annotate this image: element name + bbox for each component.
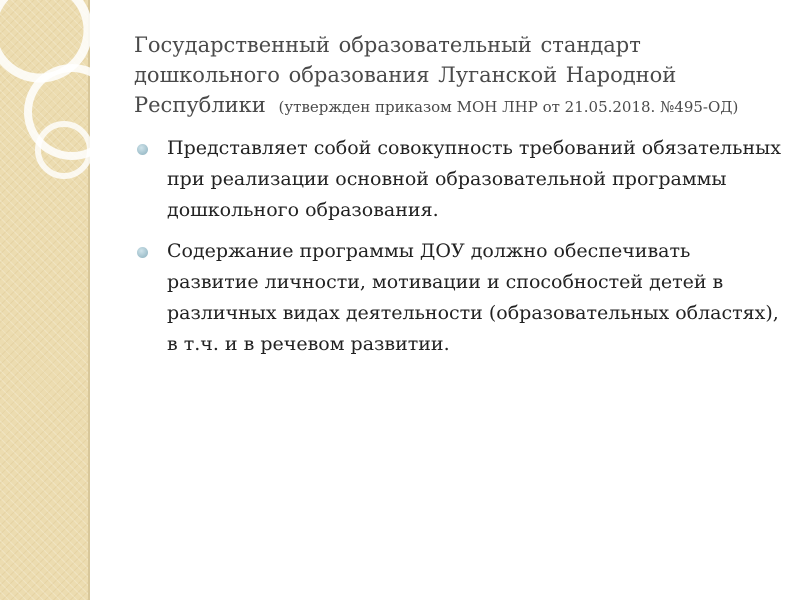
bullet-text: Представляет собой совокупность требований обязательных при реализации основной образовательной программы дошкольного образования. [167,137,782,221]
slide-title-main: Государственный образовательный стандарт дошкольного образования Луганской Народной Республики [134,33,677,117]
bullet-dot-icon [137,144,148,155]
bullet-list [134,133,784,370]
bullet-text: Содержание программы ДОУ должно обеспечивать развитие личности, мотивации и способностей детей в различных видах деятельности (образовательных областях), в т.ч. и в речевом развитии. [167,240,779,355]
bullet-item [134,236,784,360]
bullet-dot-icon [137,247,148,258]
slide-title-sub: (утвержден приказом МОН ЛНР от 21.05.2018. №495-ОД) [278,98,739,116]
slide-title [134,30,774,122]
bullet-item [134,133,784,226]
decorative-rings [0,0,140,600]
